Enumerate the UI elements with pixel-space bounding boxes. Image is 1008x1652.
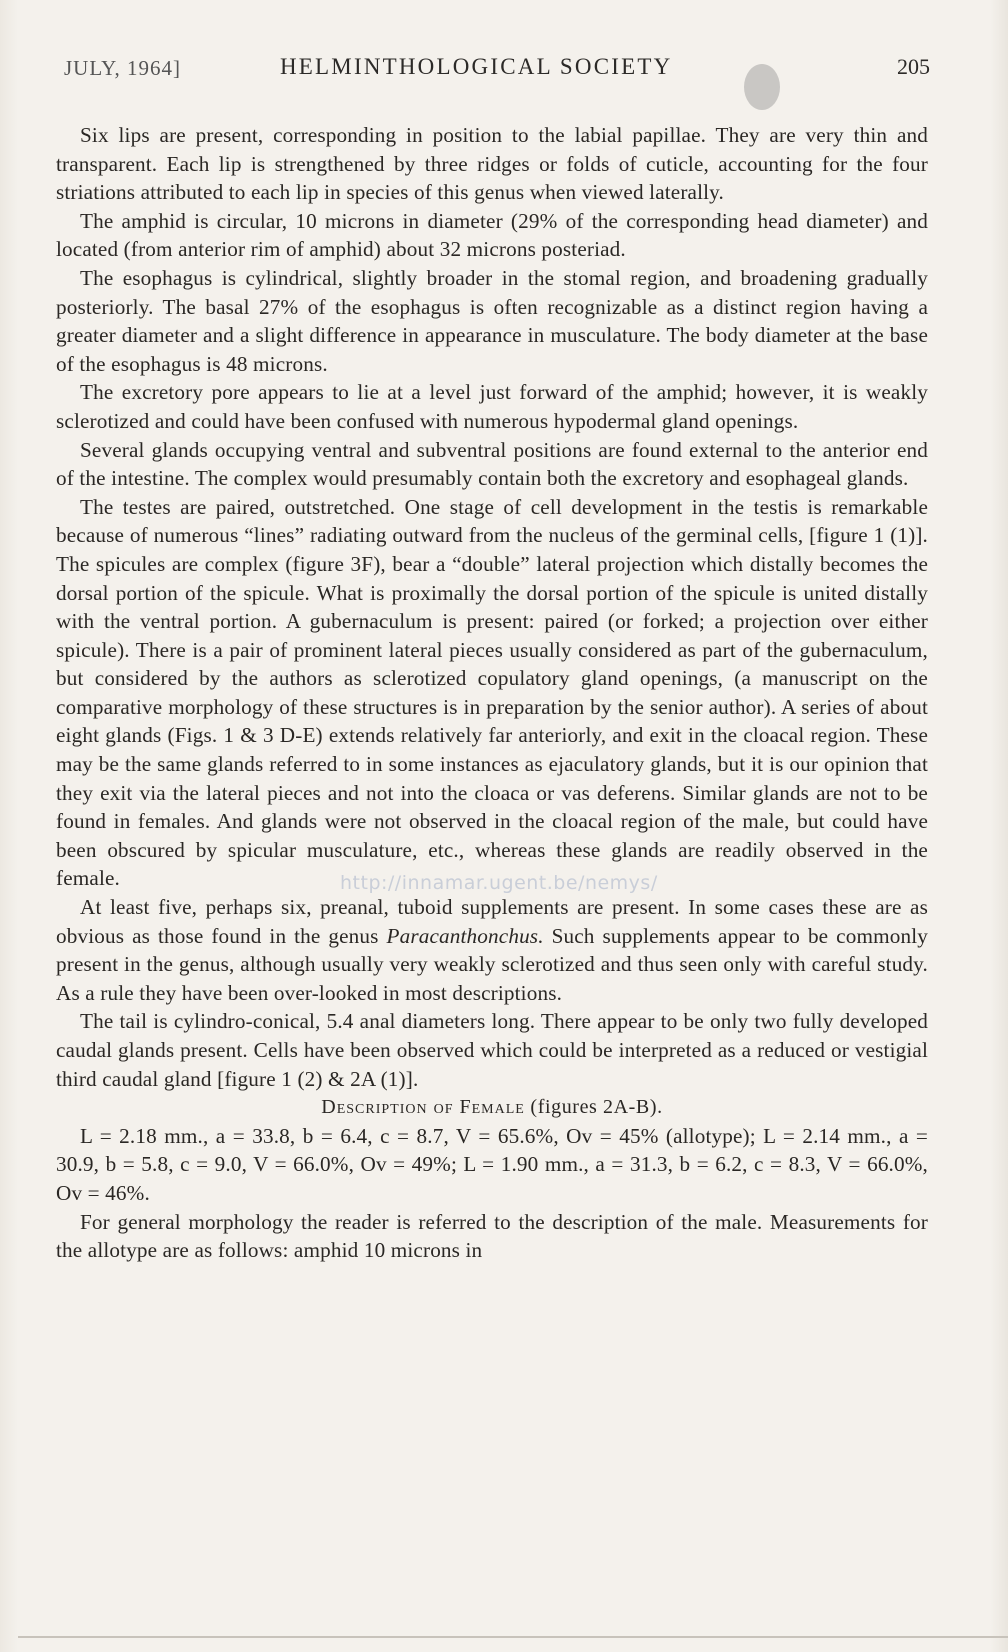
article-body — [56, 121, 928, 1265]
supplements-text-a: At least five, perhaps six, preanal, tuboid supplements are present. In some cases these are as obvious as those found in the genus — [56, 895, 928, 948]
running-head — [64, 52, 930, 82]
female-measurements: L = 2.18 mm., a = 33.8, b = 6.4, c = 8.7, V = 65.6%, Ov = 45% (allotype); L = 2.14 mm., a = 30.9, b = 5.8, c = 9.0, V = 66.0%, Ov = 49%; L = 1.90 mm., a = 31.3, b = 6.2, c = 8.3, V = 66.0%, Ov = 46%. — [56, 1123, 928, 1205]
paragraph-female-morphology: For general morphology the reader is referred to the description of the male. Measurements for the allotype are as follows: amphid 10 microns in — [56, 1209, 928, 1263]
journal-title: HELMINTHOLOGICAL SOCIETY — [280, 54, 673, 79]
paragraph-excretory-pore: The excretory pore appears to lie at a level just forward of the amphid; however, it is weakly sclerotized and could have been confused with numerous hypodermal gland openings. — [56, 380, 928, 433]
paragraph-glands: Several glands occupying ventral and subventral positions are found external to the anterior end of the intestine. The complex would presumably contain both the excretory and esophageal glands. — [56, 437, 928, 491]
paragraph-esophagus: The esophagus is cylindrical, slightly broader in the stomal region, and broadening gradually posteriorly. The basal 27% of the esophagus is often recognizable as a distinct region having a greater diameter and a slight difference in appearance in musculature. The body diameter at the base of the esophagus is 48 microns. — [56, 265, 928, 376]
page-bottom-edge — [18, 1636, 1008, 1638]
supplements-text-b: Such supplements appear to be commonly present in the genus, although usually very weakly sclerotized and thus seen only with careful study. As a rule they have been over-looked in most descriptions. — [56, 923, 928, 1005]
paragraph-lips: Six lips are present, corresponding in position to the labial papillae. They are very thin and transparent. Each lip is strengthened by three ridges or folds of cuticle, accounting for the four striations attributed to each lip in species of this genus when viewed laterally. — [56, 123, 928, 205]
genus-name: Paracanthonchus. — [386, 923, 544, 948]
paragraph-supplements — [56, 893, 928, 1007]
paragraph-amphid: The amphid is circular, 10 microns in diameter (29% of the corresponding head diameter) and located (from anterior rim of amphid) about 32 microns posteriad. — [56, 208, 928, 262]
page-number: 205 — [897, 54, 930, 79]
issue-date: JULY, 1964] — [64, 56, 182, 80]
section-heading-title: Description of Female — [321, 1096, 525, 1119]
paragraph-testes: The testes are paired, outstretched. One stage of cell development in the testis is remarkable because of numerous “lines” radiating outward from the nucleus of the germinal cells, [figure 1 (1)]. The spicules are complex (figure 3F), bear a “double” lateral projection which distally becomes the dorsal portion of the spicule. What is proximally the dorsal portion of the spicule is united distally with the ventral portion. A gubernaculum is present: paired (or forked; a projection over either spicule). There is a pair of prominent lateral pieces usually considered as part of the gubernaculum, but considered by the authors as sclerotized copulatory gland openings, (a manuscript on the comparative morphology of these structures is in preparation by the senior author). A series of about eight glands (Figs. 1 & 3 D-E) extends relatively far anteriorly, and exit in the cloacal region. These may be the same glands referred to in some instances as ejaculatory glands, but it is our opinion that they exit via the lateral pieces and not into the cloaca or vas deferens. Similar glands are not to be found in females. And glands were not observed in the cloacal region of the male, but could have been obscured by spicular musculature, etc., whereas these glands are readily observed in the female. — [56, 494, 928, 891]
section-heading — [56, 1093, 928, 1122]
watermark-url: http://innamar.ugent.be/nemys/ — [340, 872, 658, 894]
section-heading-figures: (figures 2A-B). — [524, 1096, 663, 1119]
paragraph-tail: The tail is cylindro-conical, 5.4 anal diameters long. There appear to be only two fully developed caudal glands present. Cells have been observed which could be interpreted as a reduced or vestigial third caudal gland [figure 1 (2) & 2A (1)]. — [56, 1009, 928, 1091]
punch-hole — [744, 64, 780, 110]
